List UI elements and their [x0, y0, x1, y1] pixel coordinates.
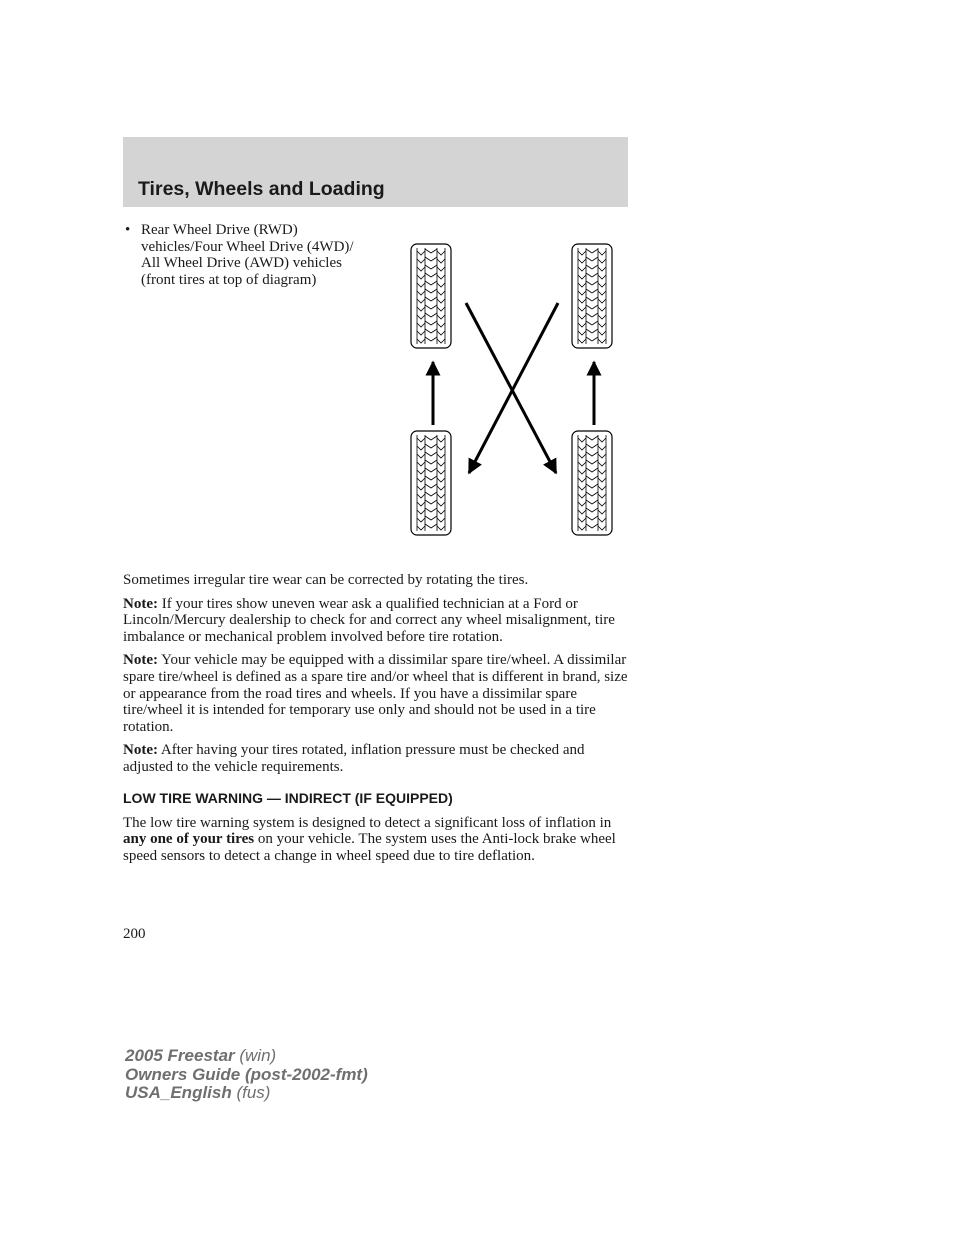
- tire-front-left-icon: [411, 244, 451, 348]
- note-text: After having your tires rotated, inflation pressure must be checked and adjusted to the vehicle requirements.: [123, 742, 585, 775]
- section-title: Tires, Wheels and Loading: [138, 178, 385, 200]
- footer-guide: Owners Guide (post-2002-fmt): [125, 1064, 368, 1084]
- footer-code: (win): [234, 1046, 277, 1065]
- footer-lang-code: (fus): [231, 1083, 271, 1102]
- arrow-front-left-to-rear-right: [466, 303, 556, 473]
- tire-rear-left-icon: [411, 431, 451, 535]
- note-label: Note:: [123, 742, 158, 759]
- note-label: Note:: [123, 652, 158, 669]
- bullet-text: Rear Wheel Drive (RWD) vehicles/Four Wheel Drive (4WD)/ All Wheel Drive (AWD) vehicles (front tires at top of diagram): [141, 222, 354, 288]
- arrow-front-right-to-rear-left: [469, 303, 558, 473]
- low-tire-warning-paragraph: [123, 815, 631, 865]
- intro-paragraph: Sometimes irregular tire wear can be corrected by rotating the tires.: [123, 572, 529, 588]
- document-footer: [125, 1047, 368, 1103]
- note-paragraph-2: [123, 652, 631, 735]
- body-content: [123, 572, 631, 871]
- page-number: 200: [123, 926, 146, 942]
- section-heading: LOW TIRE WARNING — INDIRECT (IF EQUIPPED): [123, 789, 453, 806]
- tire-rotation-diagram: [400, 235, 630, 545]
- tire-front-right-icon: [572, 244, 612, 348]
- warning-text: The low tire warning system is designed to detect a significant loss of inflation in: [123, 814, 612, 831]
- footer-model: 2005 Freestar: [125, 1046, 235, 1065]
- tire-rear-right-icon: [572, 431, 612, 535]
- footer-line-3: [125, 1084, 368, 1103]
- note-paragraph-1: [123, 596, 631, 646]
- footer-line-1: [125, 1047, 368, 1066]
- footer-line-2: [125, 1066, 368, 1085]
- warning-emphasis: any one of your tires: [123, 831, 255, 848]
- note-label: Note:: [123, 595, 158, 612]
- note-paragraph-3: [123, 742, 631, 775]
- bullet-icon: •: [125, 222, 131, 238]
- note-text: Your vehicle may be equipped with a dissimilar spare tire/wheel. A dissimilar spare tire/wheel is defined as a spare tire and/or wheel that is different in brand, size or appearance from the road tires and wheels. If you have a dissimilar spare tire/wheel it is intended for temporary use only and should not be used in a tire rotation.: [123, 652, 628, 735]
- section-header: [123, 137, 628, 207]
- footer-language: USA_English: [125, 1083, 232, 1102]
- warning-text: on your vehicle. The system uses the Anti-lock brake wheel speed sensors to detect a change in wheel speed due to tire deflation.: [123, 831, 616, 864]
- note-text: If your tires show uneven wear ask a qualified technician at a Ford or Lincoln/Mercury dealership to check for and correct any wheel misalignment, tire imbalance or mechanical problem involved before tire rotation.: [123, 595, 615, 645]
